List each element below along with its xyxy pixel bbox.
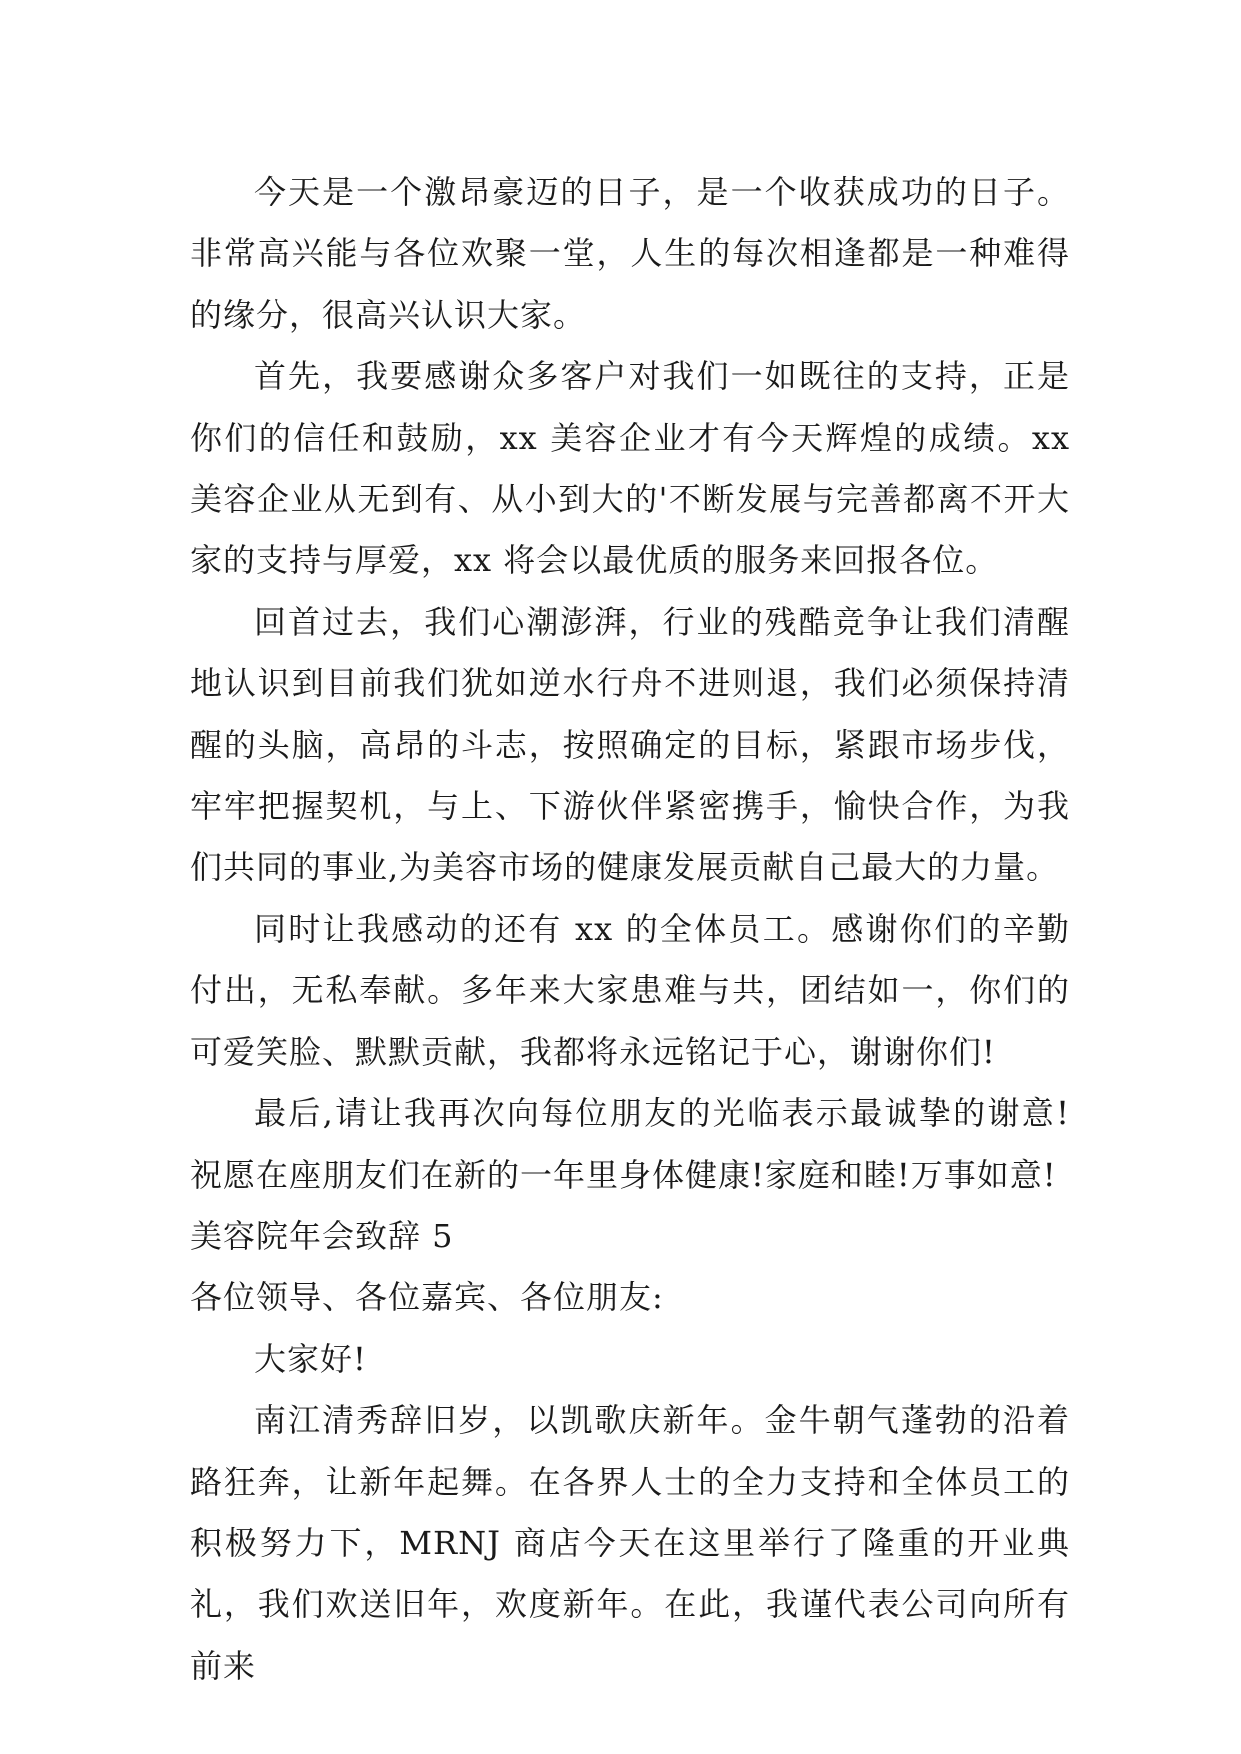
paragraph-looking-back: 回首过去，我们心潮澎湃，行业的残酷竞争让我们清醒地认识到目前我们犹如逆水行舟不进则退，我们必须保持清醒的头脑，高昂的斗志，按照确定的目标，紧跟市场步伐，牢牢把握契机，与上、下游伙伴紧密携手，愉快合作，为我们共同的事业,为美容市场的健康发展贡献自己最大的力量。 bbox=[190, 602, 1070, 887]
paragraph-thanks-staff: 同时让我感动的还有 xx 的全体员工。感谢你们的辛勤付出，无私奉献。多年来大家患难与共，团结如一，你们的可爱笑脸、默默贡献，我都将永远铭记于心，谢谢你们! bbox=[190, 909, 1070, 1071]
greeting: 大家好! bbox=[254, 1339, 367, 1378]
paragraph-opening: 今天是一个激昂豪迈的日子，是一个收获成功的日子。非常高兴能与各位欢聚一堂，人生的每次相逢都是一种难得的缘分，很高兴认识大家。 bbox=[190, 173, 1070, 334]
document-body bbox=[190, 162, 1070, 1697]
paragraph-new-year: 南江清秀辞旧岁，以凯歌庆新年。金牛朝气蓬勃的沿着路狂奔，让新年起舞。在各界人士的全力支持和全体员工的积极努力下，MRNJ 商店今天在这里举行了隆重的开业典礼，我们欢送旧年，欢度新年。在此，我谨代表公司向所有前来 bbox=[190, 1401, 1070, 1685]
section-heading: 美容院年会致辞 5 bbox=[190, 1216, 454, 1255]
paragraph-closing-wishes: 最后,请让我再次向每位朋友的光临表示最诚挚的谢意!祝愿在座朋友们在新的一年里身体健康!家庭和睦!万事如意! bbox=[190, 1094, 1070, 1194]
salutation: 各位领导、各位嘉宾、各位朋友: bbox=[190, 1278, 664, 1317]
paragraph-thanks-clients: 首先，我要感谢众多客户对我们一如既往的支持，正是你们的信任和鼓励，xx 美容企业才有今天辉煌的成绩。xx 美容企业从无到有、从小到大的'不断发展与完善都离不开大家的支持与厚爱，xx 将会以最优质的服务来回报各位。 bbox=[190, 357, 1070, 580]
